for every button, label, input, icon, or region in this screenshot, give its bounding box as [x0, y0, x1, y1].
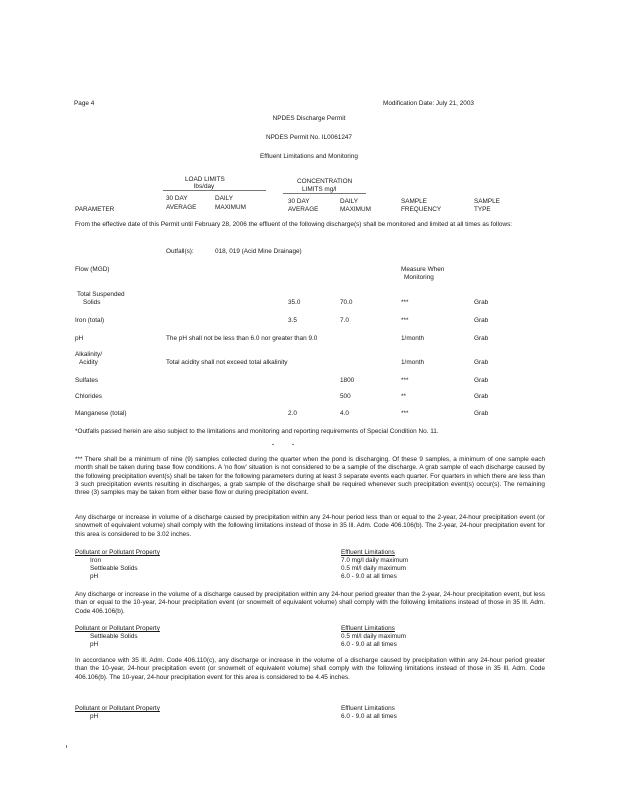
manganese-daily-maximum: 4.0 [340, 410, 349, 417]
sampling-note: *** There shall be a minimum of nine (9) samples collected during the quarter when the pond is discharging. Of these 9 samples, a minimum of one sample each month shall be taken during base flow conditions. A 'no flow' situation is not considered to be a sample of the discharge. A grab sample of each discharge caused by the following precipitation event(s) shall be taken for the following parameters during at least 3 separate events each quarter. For quarters in which there are less than 3 such precipitation events resulting in discharges, a grab sample of the discharge shall be required whenever such precipitation event(s) occur(s). The remaining three (3) samples may be taken from either base flow or during precipitation event. [75, 456, 545, 497]
chlorides-parameter: Chlorides [75, 393, 102, 400]
ph-limit-text: The pH shall not be less than 6.0 nor greater than 9.0 [166, 335, 318, 342]
table2-pollutant-heading: Pollutant or Pollutant Property [75, 625, 160, 632]
table1-row-pollutant: Settleable Solids [90, 565, 138, 572]
ten-year-event-paragraph: Any discharge or increase in the volume of a discharge caused by precipitation within any 24-hour period greater than the 2-year, 24-hour precipitation event, but less than or equal to the 10-year, 24-hour precipitation event (or snowmelt of equivalent volume) shall comply with the following limitations instead of those in 35 Ill. Adm. Code 406.106(b). [75, 591, 545, 615]
flow-parameter: Flow (MGD) [75, 266, 110, 273]
conc-average-heading: AVERAGE [288, 206, 319, 213]
tss-parameter: Total Suspended [77, 291, 125, 298]
table1-row-limit: 0.5 ml/l daily maximum [341, 565, 406, 572]
table1-row-limit: 7.0 mg/l daily maximum [341, 557, 409, 564]
table1-limitations-heading: Effluent Limitations [341, 549, 395, 556]
alkalinity-frequency: 1/month [401, 359, 425, 366]
table3-row-limit: 6.0 - 9.0 at all times [341, 713, 397, 720]
flow-frequency: Measure When [401, 266, 445, 273]
tss-type: Grab [474, 299, 489, 306]
separator-mark [292, 444, 294, 445]
load-limits-heading: LOAD LIMITS [185, 176, 225, 183]
scan-speck [66, 745, 67, 748]
tss-parameter-line2: Solids [83, 299, 101, 306]
section-title: Effluent Limitations and Monitoring [260, 153, 358, 160]
alkalinity-parameter-line2: Acidity [79, 359, 98, 366]
iron-daily-maximum: 7.0 [340, 317, 349, 324]
table1-row-pollutant: pH [90, 573, 99, 580]
load-limits-rule [163, 190, 266, 191]
outfall-value: 018, 019 (Acid Mine Drainage) [215, 248, 302, 255]
table3-row-pollutant: pH [90, 713, 99, 720]
sulfates-frequency: *** [401, 377, 409, 384]
parameter-heading: PARAMETER [75, 206, 115, 213]
frequency-heading: FREQUENCY [401, 206, 442, 213]
separator-mark [272, 444, 274, 445]
conc-30day-heading: 30 DAY [288, 198, 310, 205]
table1-pollutant-heading: Pollutant or Pollutant Property [75, 549, 160, 556]
accordance-paragraph: In accordance with 35 Ill. Adm. Code 406.110(c), any discharge or increase in the volume of a discharge caused by precipitation within any 24-hour period greater than the 10-year, 24-hour precipitation event (or snowmelt of equivalent volume) shall comply with the following limitations instead of those in 35 Ill. Adm. Code 406.106(b). The 10-year, 24-hour precipitation event for this area is considered to be 4.45 inches. [75, 657, 545, 681]
load-average-heading: AVERAGE [166, 204, 197, 211]
alkalinity-parameter: Alkalinity/ [75, 351, 102, 358]
manganese-parameter: Manganese (total) [75, 410, 127, 417]
permit-title: NPDES Discharge Permit [272, 115, 346, 122]
iron-parameter: Iron (total) [75, 317, 105, 324]
load-maximum-heading: MAXIMUM [215, 204, 246, 211]
tss-30day-average: 35.0 [288, 299, 301, 306]
conc-daily-heading: DAILY [340, 198, 358, 205]
chlorides-daily-maximum: 500 [340, 393, 351, 400]
ph-type: Grab [474, 335, 489, 342]
table2-row-limit: 6.0 - 9.0 at all times [341, 641, 397, 648]
type-heading: TYPE [474, 206, 491, 213]
table2-row-pollutant: Settleable Solids [90, 633, 138, 640]
manganese-30day-average: 2.0 [288, 410, 297, 417]
concentration-units: LIMITS mg/l [302, 186, 337, 193]
two-year-event-paragraph: Any discharge or increase in volume of a discharge caused by precipitation within any 24-hour period less than or equal to the 2-year, 24-hour precipitation event (or snowmelt of equivalent volume) shall comply with the following limitations instead of those in 35 Ill. Adm. Code 406.106(b). The 2-year, 24-hour precipitation event for this area is considered to be 3.02 inches. [75, 514, 545, 538]
outfall-footnote: *Outfalls passed herein are also subject to the limitations and monitoring and reporting requirements of Special Condition No. 11. [75, 428, 439, 435]
conc-maximum-heading: MAXIMUM [340, 206, 371, 213]
table2-row-limit: 0.5 ml/l daily maximum [341, 633, 406, 640]
tss-daily-maximum: 70.0 [340, 299, 353, 306]
load-daily-heading: DAILY [215, 195, 233, 202]
modification-date: Modification Date: July 21, 2003 [383, 100, 474, 107]
iron-frequency: *** [401, 317, 409, 324]
sample-type-heading: SAMPLE [474, 198, 500, 205]
iron-type: Grab [474, 317, 489, 324]
table3-limitations-heading: Effluent Limitations [341, 705, 395, 712]
flow-frequency-line2: Monitoring [404, 274, 434, 281]
chlorides-frequency: ** [401, 393, 406, 400]
sulfates-parameter: Sulfates [75, 377, 99, 384]
permit-number: NPDES Permit No. IL0061247 [266, 134, 352, 141]
outfall-label: Outfall(s): [166, 248, 194, 255]
page-number: Page 4 [74, 100, 95, 107]
table2-limitations-heading: Effluent Limitations [341, 625, 395, 632]
intro-paragraph: From the effective date of this Permit until February 28, 2006 the effluent of the following discharge(s) shall be monitored and limited at all times as follows: [75, 221, 513, 228]
table2-row-pollutant: pH [90, 641, 99, 648]
sulfates-type: Grab [474, 377, 489, 384]
chlorides-type: Grab [474, 393, 489, 400]
load-units: lbs/day [194, 183, 215, 190]
load-30day-heading: 30 DAY [166, 195, 188, 202]
manganese-type: Grab [474, 410, 489, 417]
ph-frequency: 1/month [401, 335, 425, 342]
sample-heading: SAMPLE [401, 198, 427, 205]
manganese-frequency: *** [401, 410, 409, 417]
tss-frequency: *** [401, 299, 409, 306]
iron-30day-average: 3.5 [288, 317, 297, 324]
table1-row-pollutant: Iron [90, 557, 102, 564]
ph-parameter: pH [75, 335, 84, 342]
alkalinity-limit-text: Total acidity shall not exceed total alkalinity [166, 359, 288, 366]
table1-row-limit: 6.0 - 9.0 at all times [341, 573, 397, 580]
concentration-heading: CONCENTRATION [297, 178, 353, 185]
sulfates-daily-maximum: 1800 [340, 377, 355, 384]
concentration-rule [283, 193, 366, 194]
table3-pollutant-heading: Pollutant or Pollutant Property [75, 705, 160, 712]
alkalinity-type: Grab [474, 359, 489, 366]
